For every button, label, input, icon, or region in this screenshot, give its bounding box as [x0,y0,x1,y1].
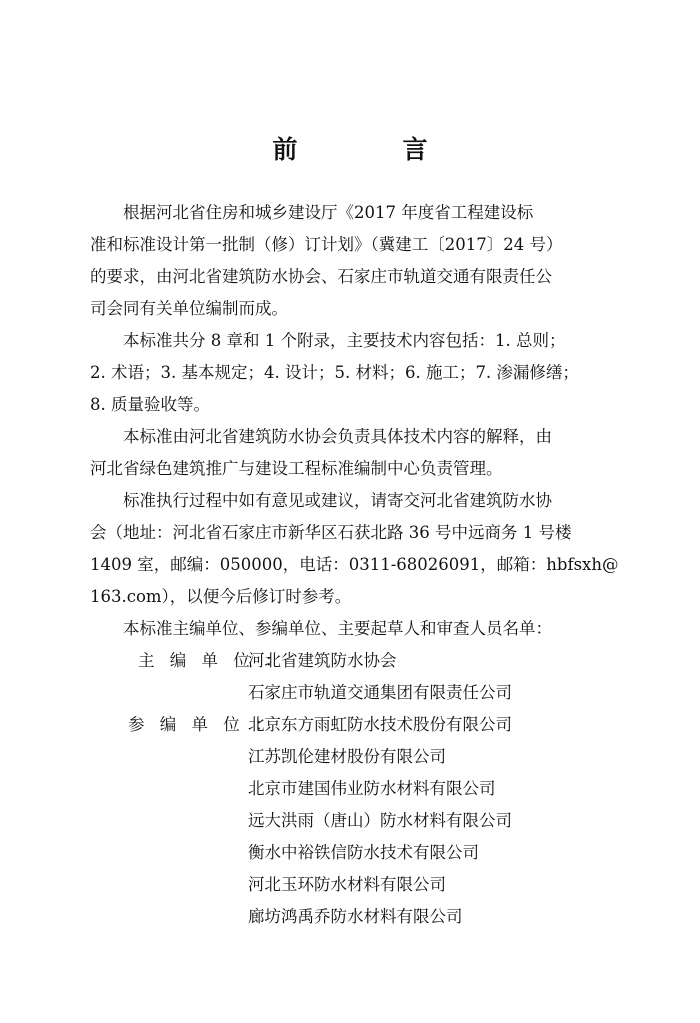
text-line: 准和标准设计第一批制（修）订计划》（冀建工〔2017〕24 号） [90,235,563,254]
text-line: 本标准主编单位、参编单位、主要起草人和审查人员名单： [123,619,552,638]
paragraph-feedback-contact [90,485,619,613]
organization-list [90,645,610,933]
paragraph-interpretation [90,421,610,485]
text-line: 标准执行过程中如有意见或建议，请寄交河北省建筑防水协 [123,491,552,510]
org-name: 远大洪雨（唐山）防水材料有限公司 [248,811,512,830]
text-line: 本标准共分 8 章和 1 个附录，主要技术内容包括：1. 总则； [123,331,566,350]
org-row [90,805,610,837]
page-title: 前 言 [272,135,468,164]
org-name: 北京市建国伟业防水材料有限公司 [248,779,496,798]
preface-body [90,197,619,933]
text-line: 本标准由河北省建筑防水协会负责具体技术内容的解释，由 [123,427,552,446]
org-row [90,773,610,805]
paragraph-contents [90,325,610,421]
text-line: 会（地址：河北省石家庄市新华区石获北路 36 号中远商务 1 号楼 [90,523,572,542]
participating-label: 参 编 单 位 ： [128,715,277,734]
org-row [90,901,610,933]
text-line: 2. 术语；3. 基本规定；4. 设计；5. 材料；6. 施工；7. 渗漏修缮； [90,363,579,382]
chief-editor-label: 主 编 单 位 ： [138,651,287,670]
paragraph-plan-basis [90,197,610,325]
org-row [90,741,610,773]
org-row [90,869,610,901]
text-line: 1409 室，邮编：050000，电话：0311-68026091，邮箱：hbfsxh@ [90,555,619,574]
org-name: 江苏凯伦建材股份有限公司 [248,747,446,766]
org-row [90,645,610,677]
org-name: 石家庄市轨道交通集团有限责任公司 [248,683,512,702]
org-name: 北京东方雨虹防水技术股份有限公司 [248,715,512,734]
text-line: 的要求，由河北省建筑防水协会、石家庄市轨道交通有限责任公 [90,267,552,286]
org-name: 衡水中裕铁信防水技术有限公司 [248,843,479,862]
org-row [90,677,610,709]
org-row [90,837,610,869]
text-line: 河北省绿色建筑推广与建设工程标准编制中心负责管理。 [90,459,503,478]
org-name: 河北省建筑防水协会 [248,651,397,670]
text-line: 司会同有关单位编制而成。 [90,299,288,318]
text-line: 163.com），以便今后修订时参考。 [90,587,352,606]
org-row [90,709,610,741]
text-line: 8. 质量验收等。 [90,395,210,414]
org-name: 河北玉环防水材料有限公司 [248,875,446,894]
org-name: 廊坊鸿禹乔防水材料有限公司 [248,907,463,926]
text-line: 根据河北省住房和城乡建设厅《2017 年度省工程建设标 [123,203,534,222]
paragraph-personnel-intro [90,613,610,645]
